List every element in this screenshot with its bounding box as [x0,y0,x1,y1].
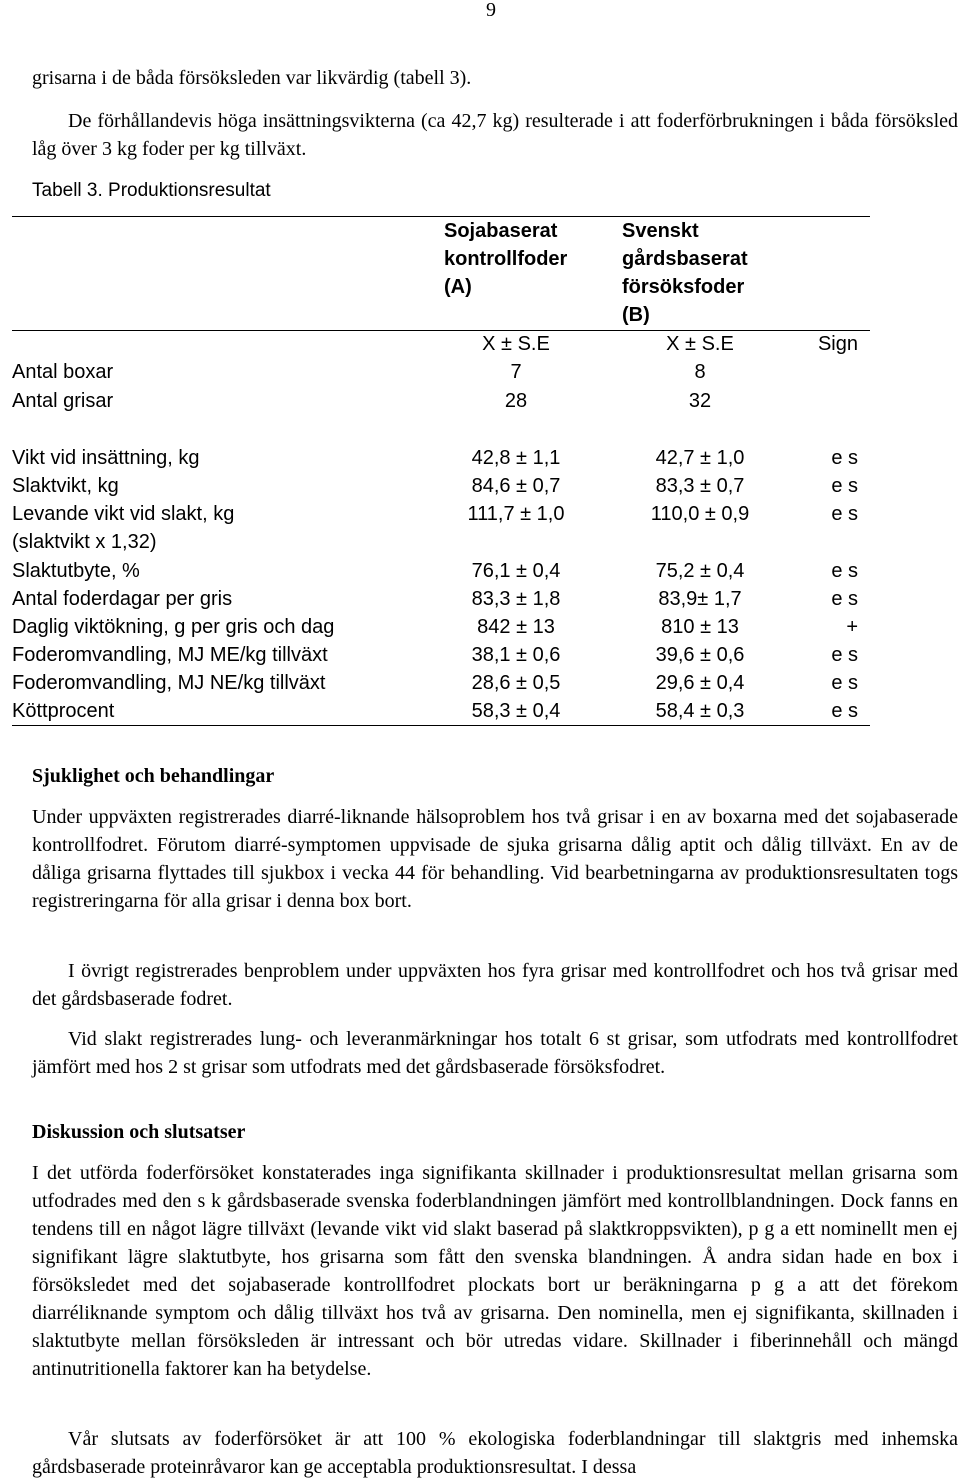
significance: e s [831,503,858,525]
value-b: 810 ± 13 [661,616,739,638]
value-b: 8 [694,361,706,383]
significance: e s [831,560,858,582]
value-b: 29,6 ± 0,4 [655,672,745,694]
sjuklighet-paragraph-1: Under uppväxten registrerades diarré-liknande hälsoproblem hos två grisar i en av boxarna med det sojabaserade kontrollfodret. Förutom diarré-symptomen uppvisade de sjuka grisarna dålig aptit och dålig tillväxt. En av de dåliga grisarna flyttades till sjukbox i vecka 44 för behandling. Vid bearbetningarna av produktionsresultaten togs registreringarna för alla grisar i denna box bort. [32,806,958,912]
value-a: 84,6 ± 0,7 [471,475,561,497]
row-label: Antal grisar [12,390,114,412]
diskussion-paragraph-2: Vår slutsats av foderförsöket är att 100 % ekologiska foderblandningar till slaktgris med inhemska gårdsbaserade proteinråvaror kan ge acceptabla produktionsresultat. I dessa [32,1428,958,1478]
stat-header-b: X ± S.E [666,333,734,355]
value-a: 83,3 ± 1,8 [471,588,561,610]
value-a: 38,1 ± 0,6 [471,644,561,666]
row-label: Slaktutbyte, % [12,560,140,582]
row-label-note: (slaktvikt x 1,32) [12,531,157,553]
value-a: 28,6 ± 0,5 [471,672,561,694]
diskussion-paragraph-1: I det utförda foderförsöket konstaterades inga signifikanta skillnader i produktionsresultat mellan grisarna som utfodrades med den s k gårdsbaserade svenska foderblandningen jämfört med kontrollblandningen. Dock fanns en tendens till en något lägre tillväxt (levande vikt vid slakt baserad på slaktkroppsvikten), p g a ett nominellt men ej signifikant lägre slaktutbyte, hos grisarna som fått den svenska blandningen. Å andra sidan hade en box i försöksledet med det sojabaserade kontrollfodret plockats bort ur beräkningarna p g a att det förekom diarréliknande symptom och dålig tillväxt hos två av grisarna. Den nominella, men ej signifikanta, skillnaden i slaktutbyte mellan försöksleden är intressant och bör utredas vidare. Skillnader i fiberinnehåll och mängd antinutritionella faktorer kan ha betydelse. [32,1162,958,1380]
value-b: 32 [688,390,712,412]
significance: e s [831,672,858,694]
section-heading-sjuklighet: Sjuklighet och behandlingar [32,765,275,787]
value-b: 39,6 ± 0,6 [655,644,745,666]
intro-line: grisarna i de båda försöksleden var likvärdig (tabell 3). [32,67,472,89]
row-label: Slaktvikt, kg [12,475,119,497]
value-a: 58,3 ± 0,4 [471,700,561,722]
sjuklighet-paragraph-3: Vid slakt registrerades lung- och leveranmärkningar hos totalt 6 st grisar, som utfodrats med kontrollfodret jämfört med hos 2 st grisar som utfodrats med det gårdsbaserade försöksfodret. [32,1028,958,1078]
row-label: Foderomvandling, MJ NE/kg tillväxt [12,672,326,694]
value-b: 58,4 ± 0,3 [655,700,745,722]
stat-header-a: X ± S.E [482,333,550,355]
page-number: 9 [486,0,496,21]
significance: e s [831,588,858,610]
value-b: 75,2 ± 0,4 [655,560,745,582]
significance: e s [831,700,858,722]
row-label: Köttprocent [12,700,115,722]
value-b: 83,3 ± 0,7 [655,475,745,497]
significance: e s [831,644,858,666]
value-a: 7 [510,361,522,383]
row-label: Foderomvandling, MJ ME/kg tillväxt [12,644,328,666]
table-bottom-rule [12,725,870,726]
value-a: 111,7 ± 1,0 [467,503,565,525]
value-a: 76,1 ± 0,4 [471,560,561,582]
row-label: Daglig viktökning, g per gris och dag [12,616,335,638]
row-label: Antal boxar [12,361,114,383]
value-a: 42,8 ± 1,1 [471,447,561,469]
column-header-b: Svenskt gårdsbaserat försöksfoder (B) [622,220,748,326]
significance: e s [831,475,858,497]
sjuklighet-paragraph-2: I övrigt registrerades benproblem under uppväxten hos fyra grisar med kontrollfodret och hos två grisar med det gårdsbaserade fodret. [32,960,958,1010]
significance: e s [831,447,858,469]
column-header-a: Sojabaserat kontrollfoder (A) [444,220,568,298]
intro-paragraph: De förhållandevis höga insättningsvikterna (ca 42,7 kg) resulterade i att foderförbrukningen i båda försöksled låg över 3 kg foder per kg tillväxt. [32,110,958,160]
section-heading-diskussion: Diskussion och slutsatser [32,1121,246,1143]
value-b: 83,9± 1,7 [658,588,742,610]
row-label: Antal foderdagar per gris [12,588,233,610]
table-caption: Tabell 3. Produktionsresultat [32,180,271,201]
row-label: Levande vikt vid slakt, kg [12,503,235,525]
value-a: 842 ± 13 [477,616,555,638]
value-b: 42,7 ± 1,0 [655,447,745,469]
significance: + [846,616,858,638]
row-label: Vikt vid insättning, kg [12,447,200,469]
sign-header: Sign [817,333,858,355]
value-a: 28 [504,390,528,412]
value-b: 110,0 ± 0,9 [650,503,750,525]
